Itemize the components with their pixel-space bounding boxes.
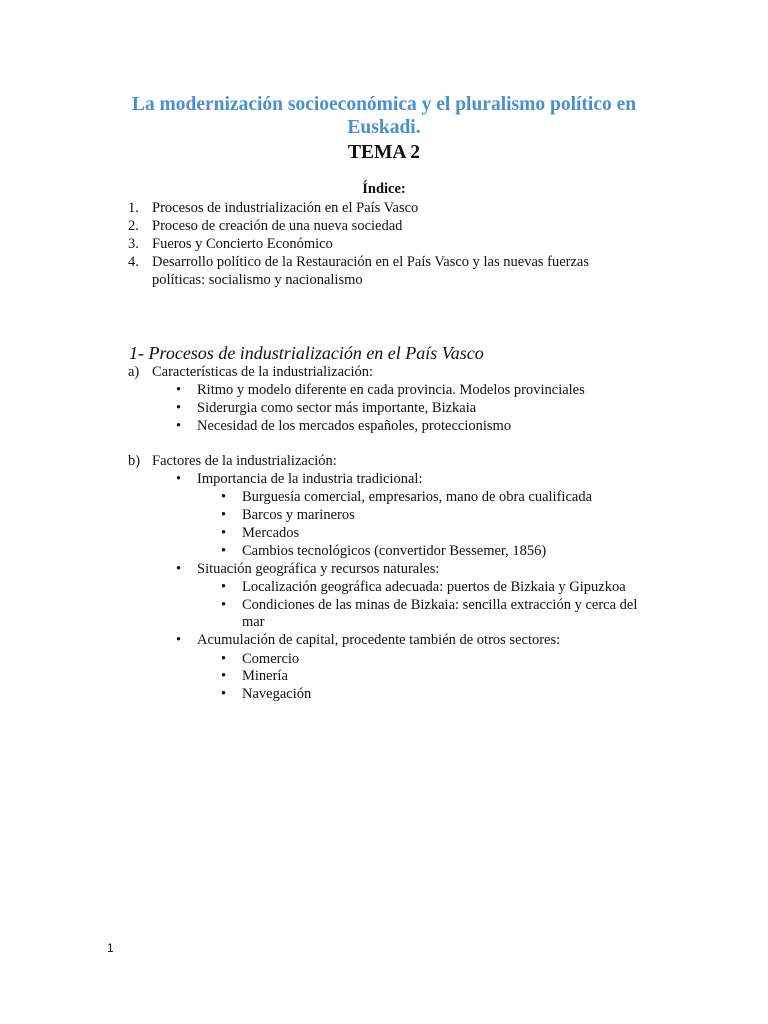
- list-item-label: Características de la industrialización:: [152, 364, 374, 380]
- document-subtitle: TEMA 2: [347, 142, 421, 163]
- list-item-label: Factores de la industrialización:: [152, 453, 337, 469]
- sub-bullet-marker: •: [221, 579, 227, 595]
- sub-bullet-item: Cambios tecnológicos (convertidor Bessemer, 1856): [242, 543, 547, 559]
- bullet-marker: •: [176, 632, 182, 648]
- bullet-marker: •: [176, 561, 182, 577]
- index-item-number: 4.: [128, 254, 139, 270]
- sub-bullet-item: Mercados: [242, 525, 300, 541]
- sub-bullet-item: Localización geográfica adecuada: puertos de Bizkaia y Gipuzkoa: [242, 579, 626, 595]
- sub-bullet-item: Barcos y marineros: [242, 507, 355, 523]
- bullet-marker: •: [176, 382, 182, 398]
- index-item-text: Fueros y Concierto Económico: [152, 236, 333, 252]
- index-item-text: Procesos de industrialización en el País Vasco: [152, 200, 419, 216]
- sub-bullet-marker: •: [221, 543, 227, 559]
- bullet-item: Necesidad de los mercados españoles, proteccionismo: [197, 418, 512, 434]
- index-item-number: 2.: [128, 218, 139, 234]
- index-heading: Índice:: [362, 181, 406, 197]
- bullet-item: Siderurgia como sector más importante, Bizkaia: [197, 400, 477, 416]
- index-item-number: 3.: [128, 236, 139, 252]
- list-marker: b): [128, 453, 141, 469]
- sub-bullet-item-continued: mar: [242, 614, 265, 630]
- bullet-item: Importancia de la industria tradicional:: [197, 471, 423, 487]
- bullet-item: Acumulación de capital, procedente también de otros sectores:: [197, 632, 561, 648]
- index-item-text-continued: políticas: socialismo y nacionalismo: [152, 272, 363, 288]
- sub-bullet-item: Navegación: [242, 686, 312, 702]
- list-marker: a): [128, 364, 140, 380]
- bullet-item: Situación geográfica y recursos naturales:: [197, 561, 440, 577]
- bullet-marker: •: [176, 418, 182, 434]
- sub-bullet-marker: •: [221, 597, 227, 613]
- sub-bullet-item: Minería: [242, 668, 288, 684]
- index-item-number: 1.: [128, 200, 139, 216]
- sub-bullet-marker: •: [221, 489, 227, 505]
- sub-bullet-marker: •: [221, 507, 227, 523]
- sub-bullet-marker: •: [221, 525, 227, 541]
- bullet-item: Ritmo y modelo diferente en cada provincia. Modelos provinciales: [197, 382, 585, 398]
- index-item-text: Proceso de creación de una nueva sociedad: [152, 218, 403, 234]
- bullet-marker: •: [176, 400, 182, 416]
- sub-bullet-marker: •: [221, 651, 227, 667]
- sub-bullet-marker: •: [221, 668, 227, 684]
- sub-bullet-item: Burguesía comercial, empresarios, mano de obra cualificada: [242, 489, 593, 505]
- bullet-marker: •: [176, 471, 182, 487]
- index-item-text: Desarrollo político de la Restauración en el País Vasco y las nuevas fuerzas: [152, 254, 590, 270]
- section-heading: 1- Procesos de industrialización en el País Vasco: [129, 343, 484, 363]
- page-number: 1: [107, 941, 114, 955]
- sub-bullet-item: Condiciones de las minas de Bizkaia: sencilla extracción y cerca del: [242, 597, 638, 613]
- sub-bullet-marker: •: [221, 686, 227, 702]
- sub-bullet-item: Comercio: [242, 651, 300, 667]
- document-title: La modernización socioeconómica y el pluralismo político en Euskadi.: [131, 94, 637, 138]
